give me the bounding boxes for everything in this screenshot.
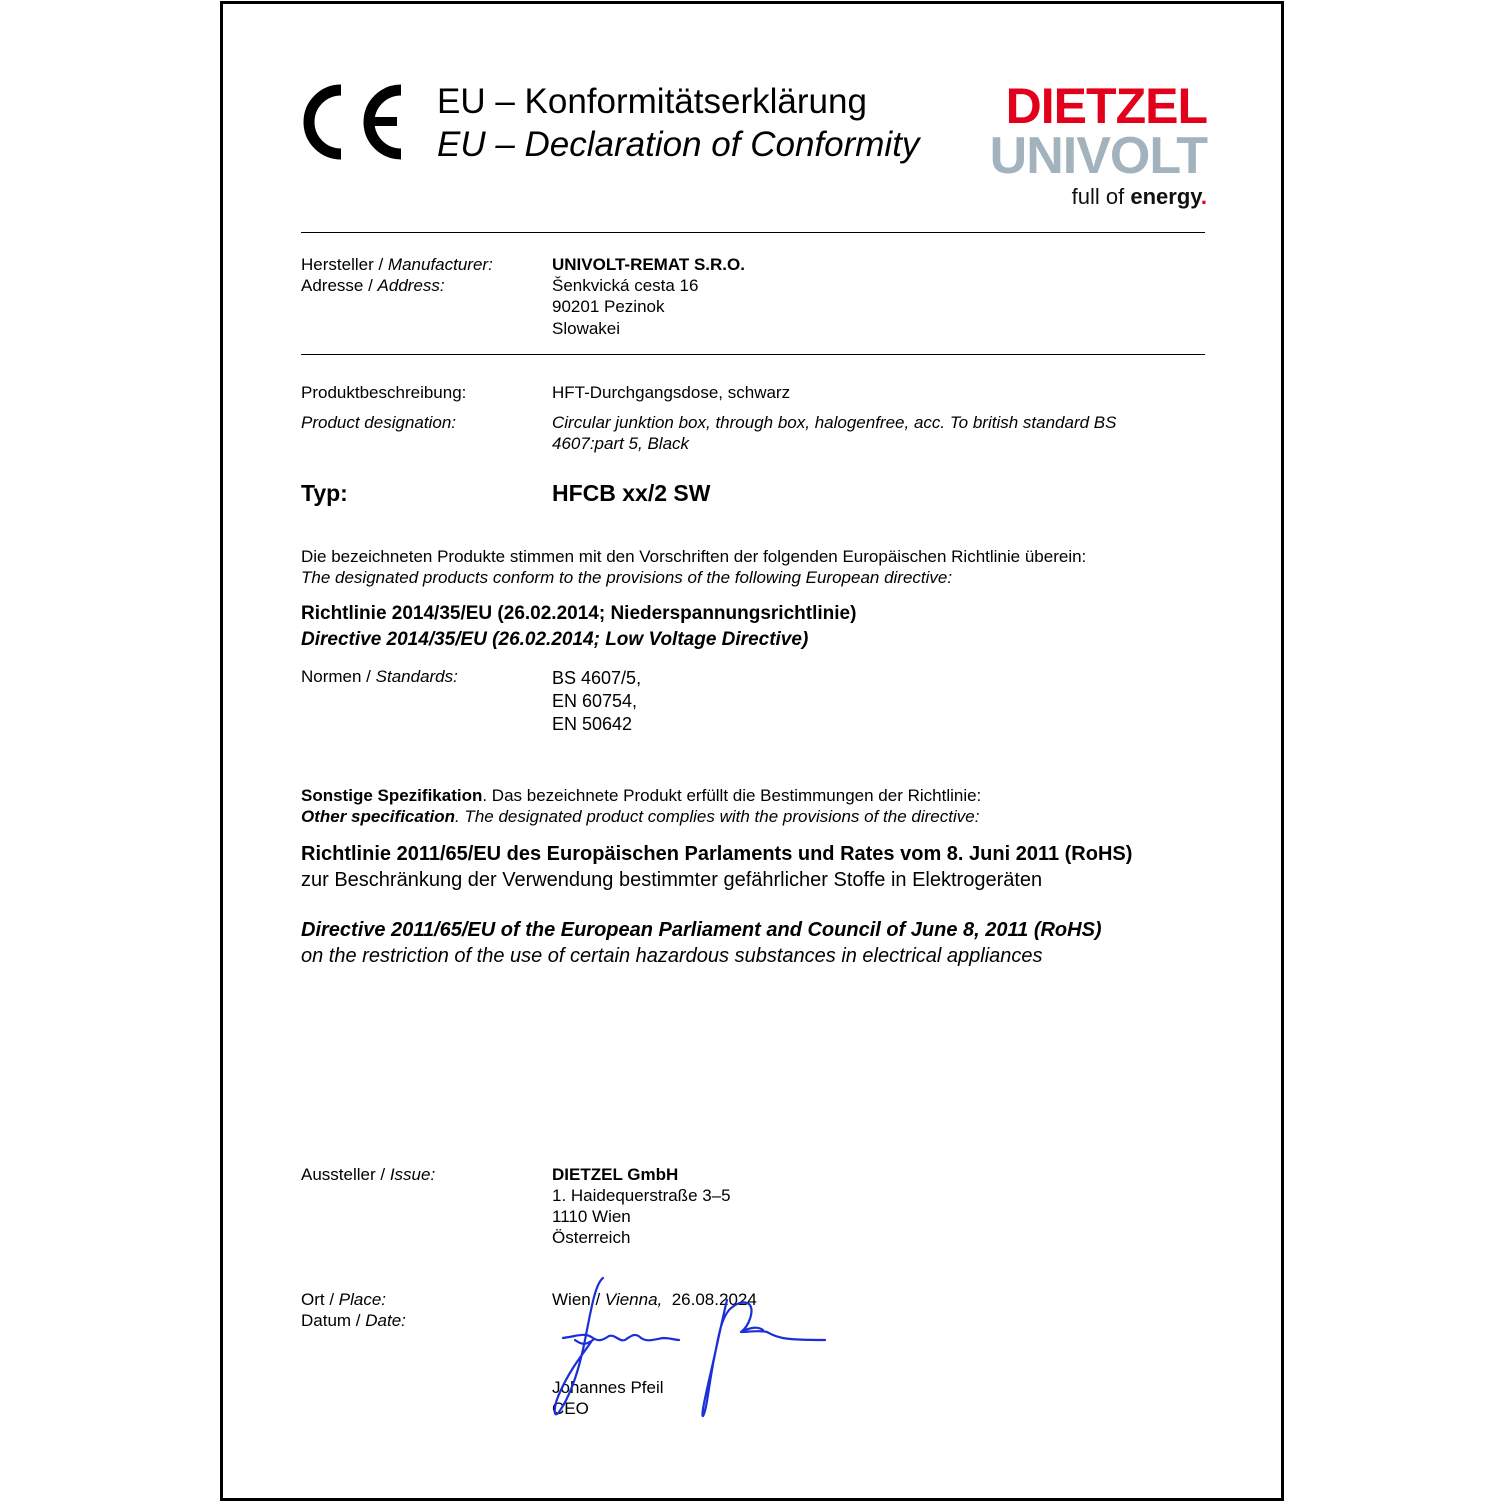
rohs-subtitle-de: zur Beschränkung der Verwendung bestimmter gefährlicher Stoffe in Elektrogeräten	[301, 869, 1043, 891]
title-german: EU – Konformitätserklärung	[437, 82, 867, 121]
divider	[301, 232, 1205, 233]
divider	[301, 354, 1205, 355]
date-value: 26.08.2024	[671, 1290, 757, 1309]
standards-label-de: Normen /	[301, 667, 376, 686]
date-label-de: Datum /	[301, 1311, 366, 1330]
place-label	[301, 1289, 386, 1310]
company-logo	[977, 80, 1207, 212]
manufacturer-label	[301, 254, 493, 275]
standard-item: EN 50642	[552, 714, 633, 734]
other-spec-de	[301, 785, 981, 806]
logo-univolt-text: UNIVOLT	[989, 127, 1207, 185]
place-label-en: Place:	[338, 1290, 387, 1309]
manufacturer-label-de: Hersteller /	[301, 255, 388, 274]
manufacturer-label-en: Manufacturer:	[387, 255, 493, 274]
place-value-de: Wien /	[552, 1290, 605, 1309]
title-english: EU – Declaration of Conformity	[437, 125, 920, 164]
declaration-page	[220, 1, 1284, 1501]
product-designation-value: 4607:part 5, Black	[552, 434, 690, 453]
standards-label-en: Standards:	[375, 667, 458, 686]
date-label	[301, 1310, 406, 1331]
product-designation-label: Product designation:	[301, 413, 456, 432]
rohs-directive-de: Richtlinie 2011/65/EU des Europäischen Parlaments und Rates vom 8. Juni 2011 (RoHS)	[301, 843, 1133, 865]
address-line: Slowakei	[552, 319, 621, 338]
conformity-intro-en: The designated products conform to the provisions of the following European directive:	[301, 568, 953, 587]
address-line: 90201 Pezinok	[552, 297, 665, 316]
issuer-label	[301, 1164, 435, 1185]
other-spec-de-bold: Sonstige Spezifikation	[301, 786, 483, 805]
logo-tagline	[1072, 184, 1207, 210]
address-label-de: Adresse /	[301, 276, 378, 295]
directive-de: Richtlinie 2014/35/EU (26.02.2014; Niederspannungsrichtlinie)	[301, 603, 857, 624]
issuer-address-line: 1110 Wien	[552, 1207, 631, 1226]
tagline-light: full of	[1071, 184, 1131, 209]
tagline-dot: .	[1200, 184, 1207, 209]
issuer-address-line: Österreich	[552, 1228, 631, 1247]
issuer-address-line: 1. Haidequerstraße 3–5	[552, 1186, 731, 1205]
directive-en: Directive 2014/35/EU (26.02.2014; Low Voltage Directive)	[301, 629, 809, 650]
standard-item: BS 4607/5,	[552, 668, 642, 688]
issuer-label-en: Issue:	[389, 1165, 436, 1184]
type-label: Typ:	[301, 480, 348, 506]
issuer-name: DIETZEL GmbH	[552, 1165, 679, 1184]
standards-label	[301, 666, 458, 687]
rohs-subtitle-en: on the restriction of the use of certain hazardous substances in electrical appliances	[301, 945, 1043, 967]
manufacturer-name: UNIVOLT-REMAT S.R.O.	[552, 255, 745, 274]
place-value-en: Vienna,	[604, 1290, 663, 1309]
type-value: HFCB xx/2 SW	[552, 480, 711, 506]
signatory-title: CEO	[552, 1399, 589, 1418]
other-spec-en-rest: . The designated product complies with the provisions of the directive:	[454, 807, 980, 826]
address-label-en: Address:	[377, 276, 445, 295]
tagline-bold: energy	[1130, 184, 1201, 209]
product-description-label: Produktbeschreibung:	[301, 383, 467, 402]
signatory-name: Johannes Pfeil	[552, 1378, 664, 1397]
address-line: Šenkvická cesta 16	[552, 276, 699, 295]
other-spec-en	[301, 806, 979, 827]
standard-item: EN 60754,	[552, 691, 638, 711]
date-label-en: Date:	[365, 1311, 406, 1330]
product-description-value: HFT-Durchgangsdose, schwarz	[552, 383, 791, 402]
product-designation-value: Circular junktion box, through box, halogenfree, acc. To british standard BS	[552, 413, 1117, 432]
other-spec-en-bold: Other specification	[301, 807, 455, 826]
rohs-directive-en: Directive 2011/65/EU of the European Parliament and Council of June 8, 2011 (RoHS)	[301, 919, 1102, 941]
place-label-de: Ort /	[301, 1290, 339, 1309]
logo-dietzel-text: DIETZEL	[1005, 78, 1207, 134]
issuer-label-de: Aussteller /	[301, 1165, 390, 1184]
ce-mark-icon	[301, 84, 406, 160]
conformity-intro-de: Die bezeichneten Produkte stimmen mit den Vorschriften der folgenden Europäischen Richtlinie überein:	[301, 547, 1087, 566]
address-label	[301, 275, 445, 296]
handwritten-signature	[523, 1270, 833, 1420]
other-spec-de-rest: . Das bezeichnete Produkt erfüllt die Bestimmungen der Richtlinie:	[482, 786, 982, 805]
